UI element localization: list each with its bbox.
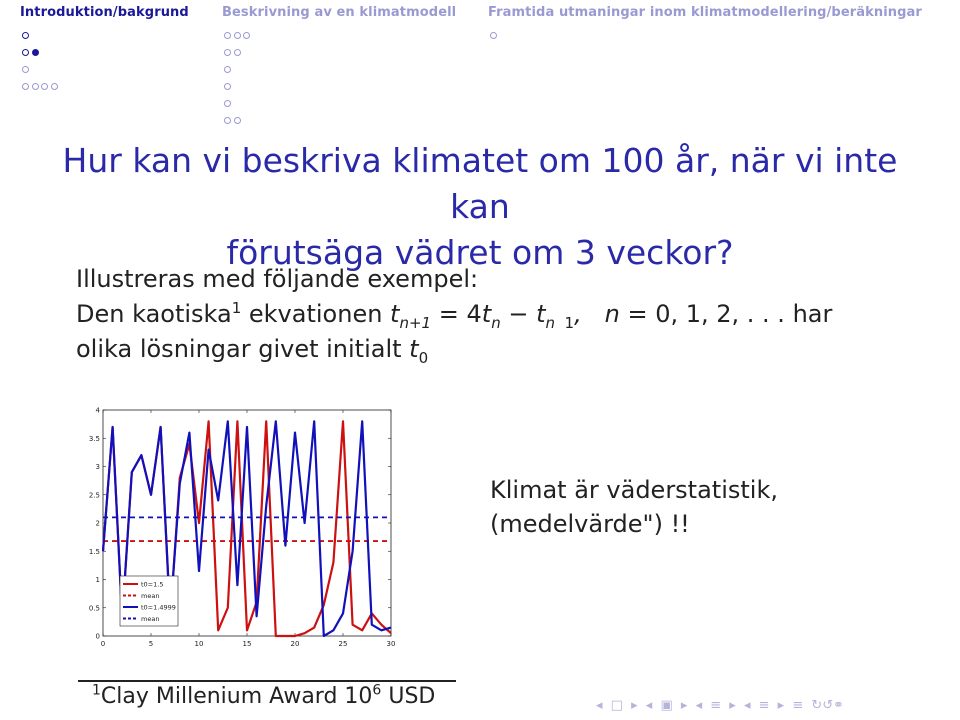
nav-slide-icon[interactable]: □ — [610, 698, 623, 713]
footnote-number: 1 — [92, 682, 101, 699]
y-tick-label: 3.5 — [88, 434, 100, 443]
footnote-text: Clay Millenium Award 10 — [100, 684, 373, 709]
nav-dot-icon[interactable] — [224, 100, 231, 107]
y-tick-label: 2.5 — [88, 491, 100, 500]
x-tick-label: 15 — [242, 640, 252, 648]
nav-section-future-challenges[interactable]: Framtida utmaningar inom klimatmodellering/beräkningar — [488, 5, 922, 20]
nav-subsection-icon[interactable]: ≡ — [710, 698, 722, 713]
nav-dots-row — [490, 25, 500, 37]
nav-next-subsection-icon[interactable]: ▸ — [729, 698, 736, 713]
nav-section-icon[interactable]: ≡ — [758, 698, 770, 713]
y-tick-label: 3 — [95, 463, 100, 471]
section-navigation — [0, 0, 960, 116]
initial-text: olika lösningar givet initialt — [76, 335, 410, 363]
y-tick-label: 0.5 — [88, 604, 100, 613]
nav-prev-subsection-icon[interactable]: ◂ — [695, 698, 703, 713]
nav-dot-icon[interactable] — [22, 32, 29, 39]
footnote — [92, 684, 435, 709]
chaotic-solutions-chart — [86, 400, 396, 652]
legend-label: mean — [141, 614, 160, 623]
nav-dot-icon[interactable] — [22, 49, 29, 56]
y-tick-label: 1 — [95, 576, 100, 584]
nav-dots-row — [224, 42, 243, 54]
nav-dots-row — [224, 110, 243, 118]
recurrence-equation: $t_{n+1} = 4t_n - t_n$ $_1$, n = 0, 1, 2, . . . — [390, 300, 785, 332]
nav-dot-icon[interactable] — [224, 83, 231, 90]
intro-line: Illustreras med följande exempel: — [76, 265, 479, 293]
x-tick-label: 10 — [194, 640, 204, 648]
y-tick-label: 4 — [95, 406, 100, 415]
nav-prev-section-icon[interactable]: ◂ — [743, 698, 751, 713]
footnote-rule — [78, 680, 456, 682]
side-text-line: (medelvärde") !! — [490, 510, 690, 538]
nav-dot-icon[interactable] — [234, 32, 241, 39]
frame-title-line: förutsäga vädret om 3 veckor? — [226, 233, 734, 272]
nav-dot-icon[interactable] — [22, 83, 29, 90]
footnote-unit: USD — [381, 684, 436, 709]
nav-dot-icon[interactable] — [32, 83, 39, 90]
nav-dots-row — [224, 59, 234, 71]
nav-dot-icon[interactable] — [490, 32, 497, 39]
legend-label: t0=1.5 — [141, 580, 164, 589]
nav-dot-icon[interactable] — [243, 32, 250, 39]
x-tick-label: 25 — [338, 640, 348, 648]
x-tick-label: 0 — [100, 640, 106, 648]
nav-prev-slide-icon[interactable]: ◂ — [596, 698, 603, 713]
equation-suffix: har — [784, 300, 833, 328]
beamer-navigation — [596, 698, 848, 714]
legend-label: t0=1.4999 — [141, 603, 176, 612]
y-tick-label: 2 — [95, 519, 100, 528]
nav-dots-row — [22, 59, 32, 71]
frame-title — [40, 138, 920, 276]
x-tick-label: 20 — [290, 640, 300, 648]
footnote-mark[interactable]: 1 — [231, 299, 242, 317]
nav-dot-current-icon[interactable] — [32, 49, 39, 56]
nav-dot-icon[interactable] — [22, 66, 29, 73]
nav-dots-row — [22, 42, 41, 54]
side-text — [490, 473, 890, 541]
nav-search-icon[interactable]: ↻↺⚭ — [811, 698, 845, 713]
y-tick-label: 0 — [95, 632, 100, 641]
nav-dot-icon[interactable] — [234, 49, 241, 56]
frame-title-line: Hur kan vi beskriva klimatet om 100 år, när vi inte kan — [62, 141, 898, 226]
nav-frame-icon[interactable]: ▣ — [660, 698, 673, 713]
nav-dots-row — [224, 93, 234, 105]
y-tick-label: 1.5 — [88, 547, 100, 556]
footnote-exponent: 6 — [372, 682, 382, 699]
nav-section-introduction[interactable]: Introduktion/bakgrund — [20, 5, 189, 20]
nav-dot-icon[interactable] — [224, 117, 231, 124]
nav-appendix-icon[interactable]: ≡ — [792, 698, 804, 713]
initial-line — [76, 332, 876, 367]
side-text-line: Klimat är väderstatistik, — [490, 476, 778, 504]
nav-dot-icon[interactable] — [224, 32, 231, 39]
nav-next-section-icon[interactable]: ▸ — [777, 698, 785, 713]
nav-dots-row — [22, 25, 32, 37]
nav-dot-icon[interactable] — [234, 117, 241, 124]
chart-svg — [86, 400, 396, 652]
nav-next-frame-icon[interactable]: ▸ — [680, 698, 688, 713]
equation-mid: ekvationen — [241, 300, 391, 328]
x-tick-label: 30 — [386, 640, 396, 648]
nav-dot-icon[interactable] — [41, 83, 48, 90]
equation-prefix: Den kaotiska — [76, 300, 232, 328]
nav-dots-row — [224, 76, 234, 88]
nav-section-climate-model[interactable]: Beskrivning av en klimatmodell — [222, 5, 457, 20]
x-tick-label: 5 — [148, 640, 154, 648]
nav-dot-icon[interactable] — [224, 49, 231, 56]
nav-next-slide-icon[interactable]: ▸ — [631, 698, 638, 713]
nav-dots-row — [224, 25, 253, 37]
nav-dot-icon[interactable] — [224, 66, 231, 73]
nav-dot-icon[interactable] — [51, 83, 58, 90]
body-text — [76, 262, 876, 367]
equation-line — [76, 297, 876, 332]
initial-symbol: $t_0$ — [409, 335, 429, 367]
nav-prev-frame-icon[interactable]: ◂ — [645, 698, 653, 713]
legend-label: mean — [141, 591, 160, 600]
nav-dots-row — [22, 76, 60, 88]
